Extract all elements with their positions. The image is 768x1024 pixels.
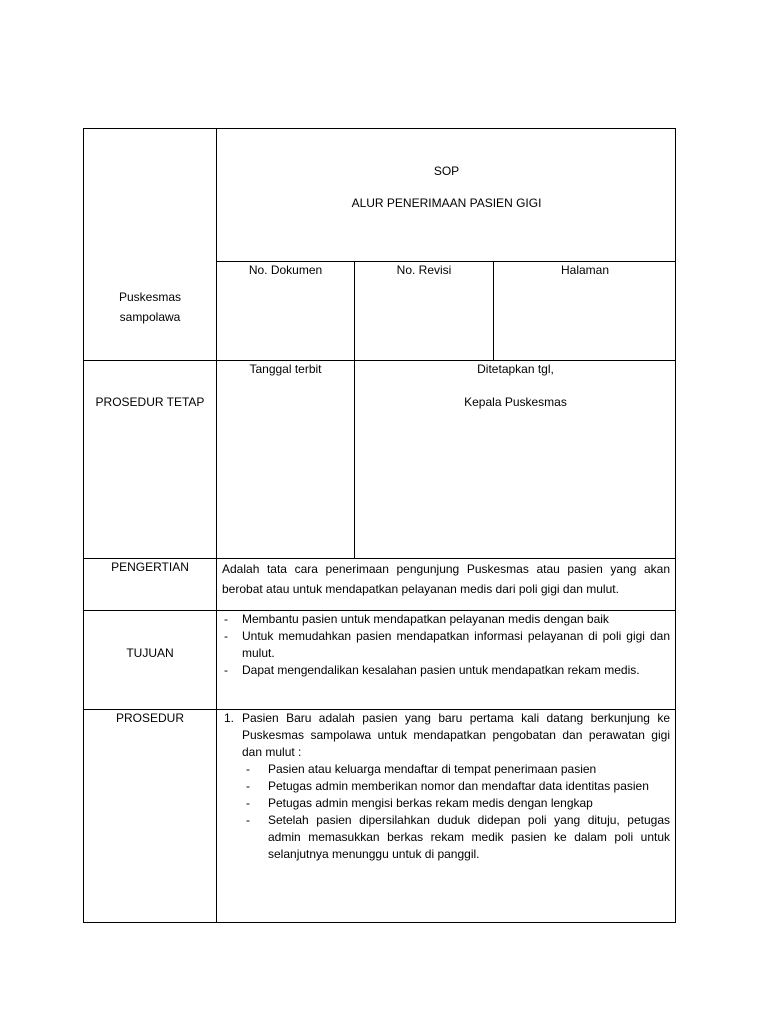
prosedur-content xyxy=(222,710,670,863)
prosedur-step: - Pasien atau keluarga mendaftar di tempat penerimaan pasien xyxy=(242,761,670,778)
prosedur-label: PROSEDUR xyxy=(115,711,184,725)
doc-type: SOP xyxy=(433,164,460,178)
org-name-line1: Puskesmas xyxy=(118,290,182,304)
tujuan-list-container xyxy=(222,611,670,679)
issue-date-label: Tanggal terbit xyxy=(249,362,322,376)
tujuan-item: - Membantu pasien untuk mendapatkan pelayanan medis dengan baik xyxy=(222,611,670,628)
prosedur-steps xyxy=(242,761,670,863)
prosedur-item xyxy=(222,710,670,863)
tujuan-item: - Untuk memudahkan pasien mendapatkan informasi pelayanan di poli gigi dan mulut. xyxy=(222,628,670,662)
prosedur-intro: Pasien Baru adalah pasien yang baru pertama kali datang berkunjung ke Puskesmas sampolawa untuk mendapatkan pengobatan dan perawatan gigi dan mulut : xyxy=(242,711,670,759)
doc-title: ALUR PENERIMAAN PASIEN GIGI xyxy=(351,196,542,210)
org-name-line2: sampolawa xyxy=(119,310,181,324)
prosedur-step: - Petugas admin memberikan nomor dan mendaftar data identitas pasien xyxy=(242,778,670,795)
tujuan-list xyxy=(222,611,670,679)
prosedur-step: - Petugas admin mengisi berkas rekam medis dengan lengkap xyxy=(242,795,670,812)
doc-number-label: No. Dokumen xyxy=(248,263,323,277)
prosedur-step: - Setelah pasien dipersilahkan duduk didepan poli yang dituju, petugas admin memasukkan berkas rekam medik pasien ke dalam poli untuk selanjutnya menunggu untuk di panggil. xyxy=(242,812,670,863)
approved-date-label: Ditetapkan tgl, xyxy=(477,362,554,376)
procedure-label: PROSEDUR TETAP xyxy=(95,395,205,409)
tujuan-label: TUJUAN xyxy=(126,646,174,660)
revision-number-label: No. Revisi xyxy=(396,263,452,277)
tujuan-item: - Dapat mengendalikan kesalahan pasien untuk mendapatkan rekam medis. xyxy=(222,662,670,679)
org-name xyxy=(84,287,216,327)
page-label: Halaman xyxy=(560,263,610,277)
prosedur-item-number: 1. xyxy=(224,711,235,725)
pengertian-text: Adalah tata cara penerimaan pengunjung Puskesmas atau pasien yang akan berobat atau untuk mendapatkan pelayanan medis dari poli gigi dan mulut. xyxy=(222,562,670,596)
head-of-puskesmas-label: Kepala Puskesmas xyxy=(464,395,567,409)
pengertian-label: PENGERTIAN xyxy=(111,560,189,574)
divider-left-column xyxy=(216,128,217,923)
prosedur-list xyxy=(222,710,670,863)
